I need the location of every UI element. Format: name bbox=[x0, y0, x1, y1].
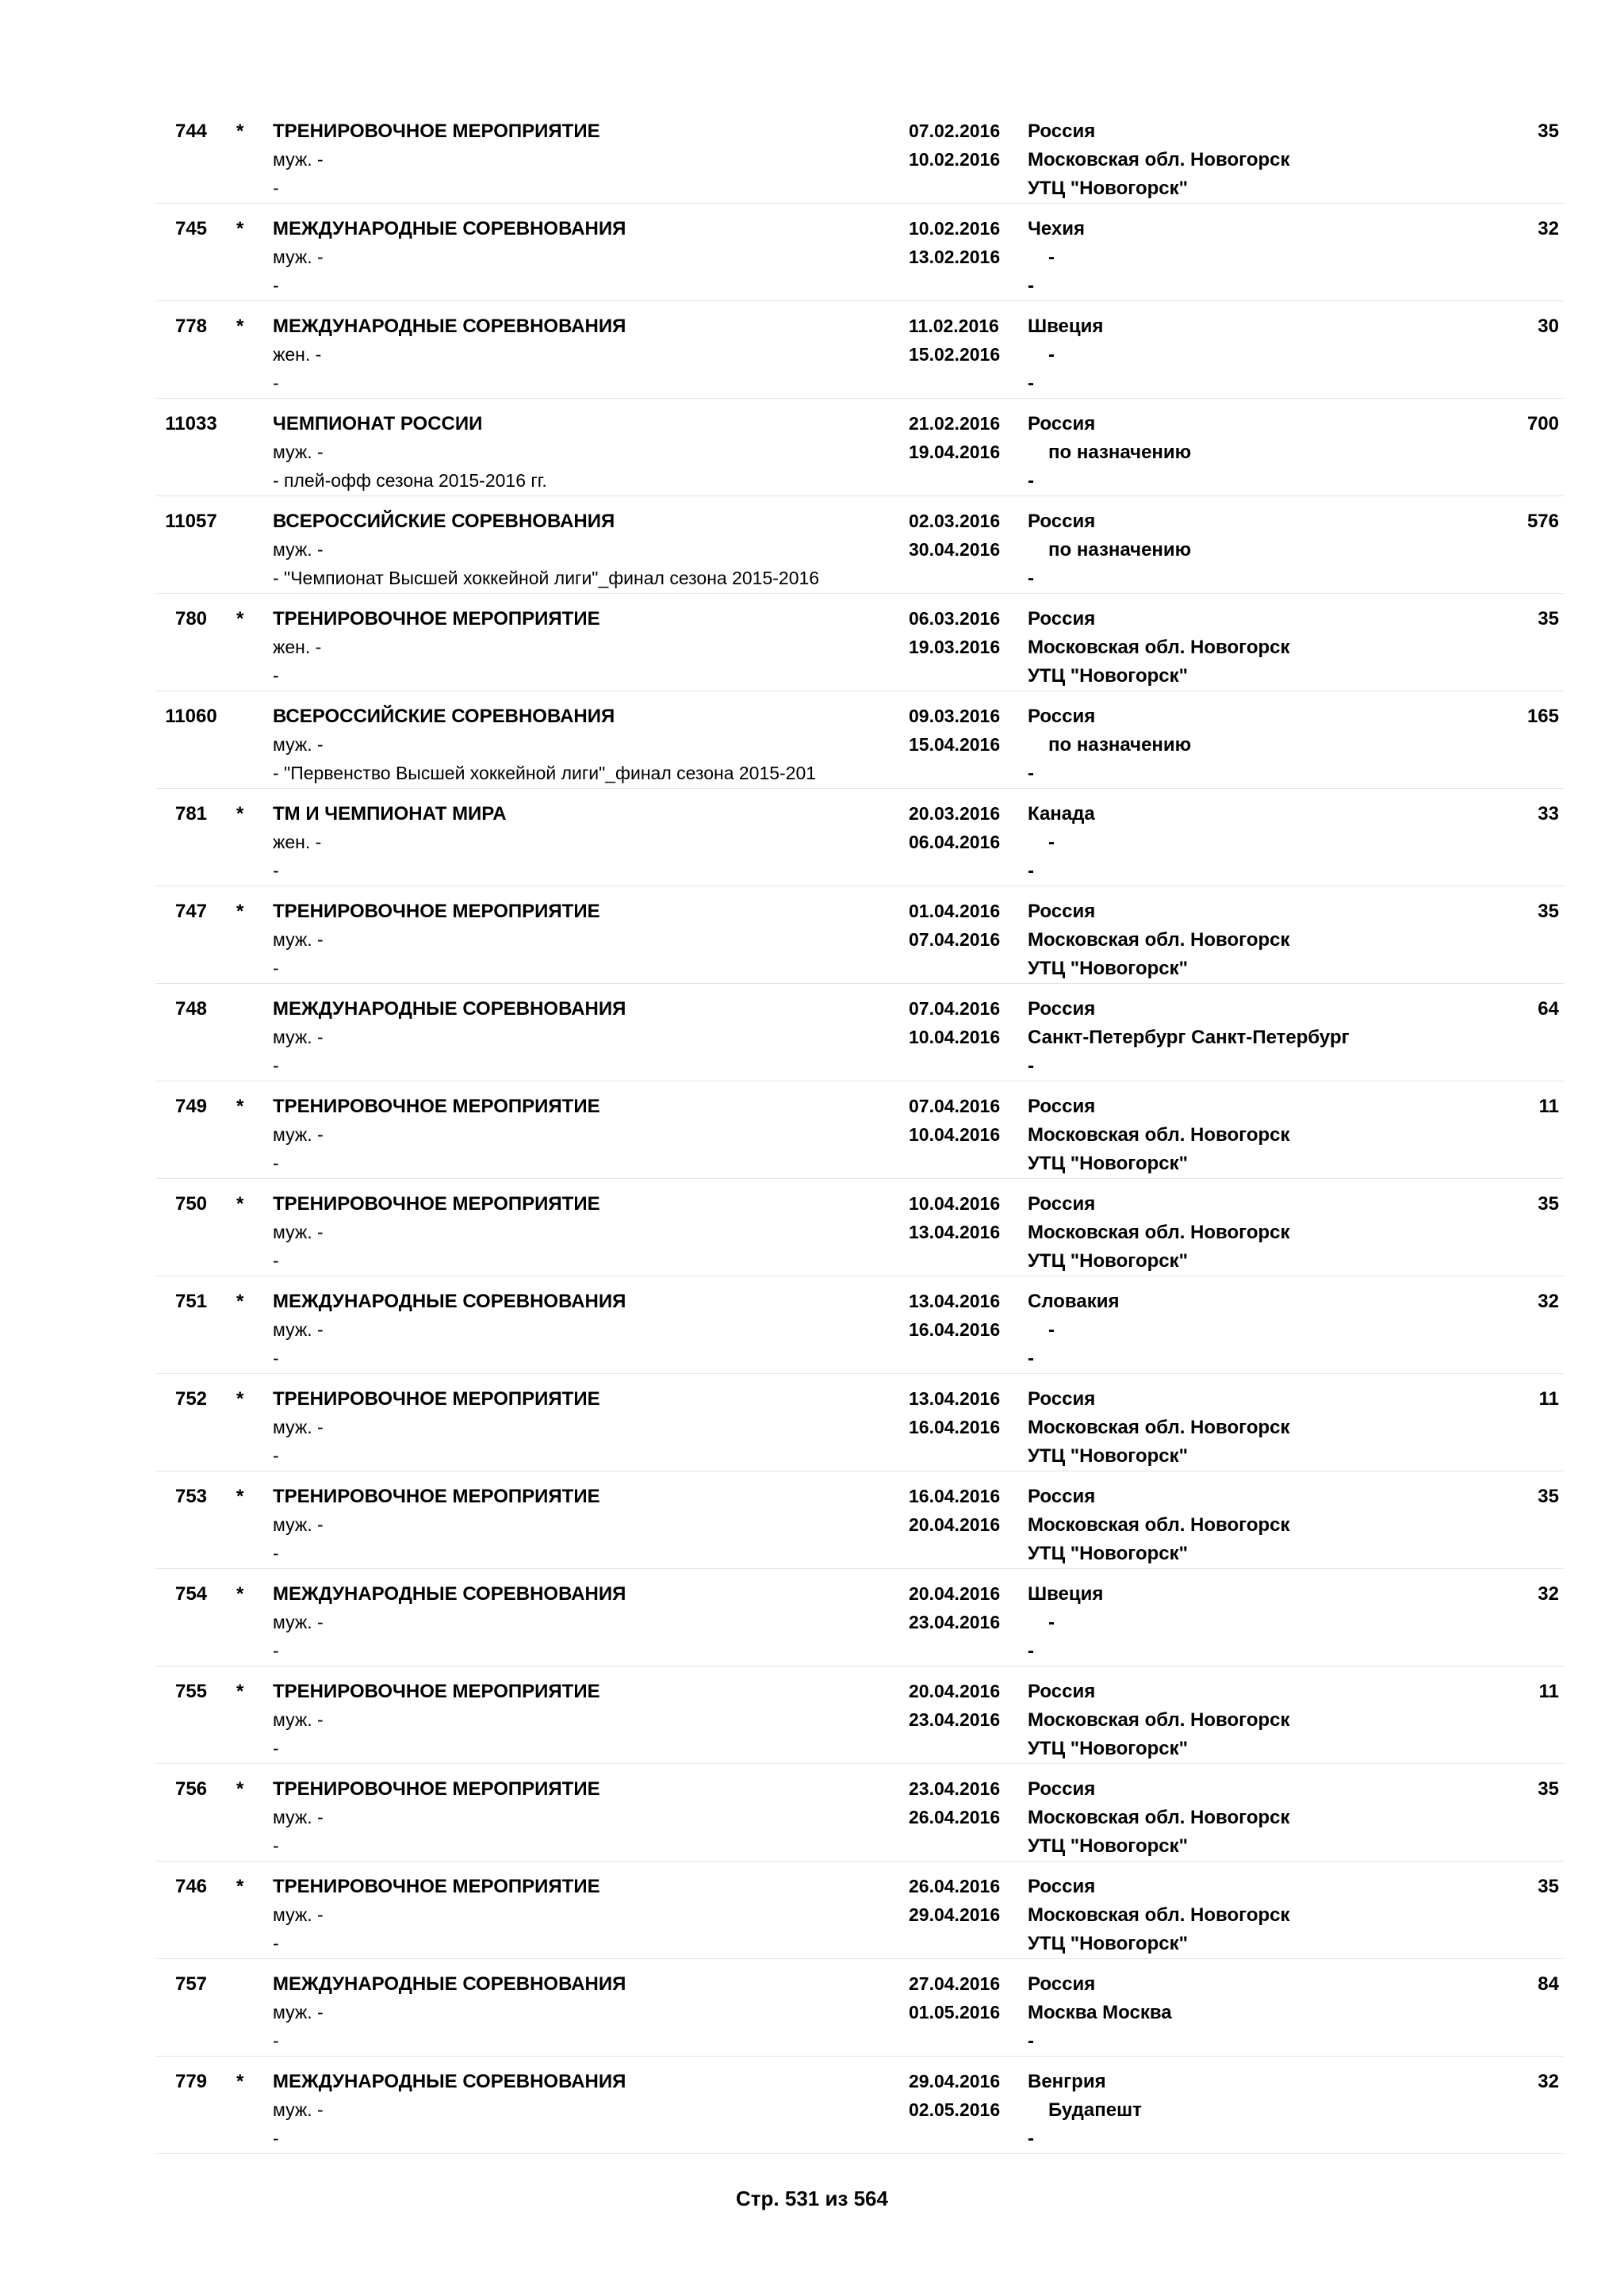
table-row bbox=[155, 496, 1564, 594]
event-title: ТРЕНИРОВОЧНОЕ МЕРОПРИЯТИЕ bbox=[273, 1681, 600, 1702]
location-region: Московская обл. Новогорск bbox=[1028, 1904, 1290, 1926]
date-from: 07.04.2016 bbox=[909, 998, 1001, 1019]
star-marker: * bbox=[236, 1778, 244, 1800]
event-gender: муж. - bbox=[273, 1709, 324, 1730]
location-country: Россия bbox=[1028, 511, 1096, 532]
location-region: Московская обл. Новогорск bbox=[1028, 1709, 1290, 1731]
event-gender: жен. - bbox=[273, 832, 322, 852]
participants-count: 84 bbox=[1538, 1973, 1559, 1995]
location-venue: - bbox=[1028, 2128, 1034, 2149]
event-number: 745 bbox=[174, 218, 208, 239]
event-gender: муж. - bbox=[273, 2002, 324, 2022]
location-country: Россия bbox=[1028, 121, 1096, 142]
event-note: - bbox=[273, 2030, 279, 2051]
event-note: - bbox=[273, 665, 279, 686]
participants-count: 35 bbox=[1538, 608, 1559, 629]
date-from: 26.04.2016 bbox=[909, 1876, 1001, 1896]
location-country: Канада bbox=[1028, 803, 1095, 825]
event-note: - плей-офф сезона 2015-2016 гг. bbox=[273, 470, 547, 491]
participants-count: 11 bbox=[1538, 1681, 1559, 1702]
event-number: 749 bbox=[174, 1096, 208, 1117]
table-row bbox=[155, 106, 1564, 204]
page-number: Стр. 531 из 564 bbox=[736, 2187, 888, 2210]
event-title: МЕЖДУНАРОДНЫЕ СОРЕВНОВАНИЯ bbox=[273, 998, 626, 1020]
event-note: - bbox=[273, 1933, 279, 1954]
event-title: ТРЕНИРОВОЧНОЕ МЕРОПРИЯТИЕ bbox=[273, 1096, 600, 1117]
event-number: 748 bbox=[174, 998, 208, 1020]
event-number: 780 bbox=[174, 608, 208, 629]
date-to: 23.04.2016 bbox=[909, 1612, 1001, 1632]
event-gender: муж. - bbox=[273, 1417, 324, 1437]
location-region: - bbox=[1048, 1612, 1055, 1633]
table-row bbox=[155, 1276, 1564, 1374]
location-region: Московская обл. Новогорск bbox=[1028, 1222, 1290, 1243]
date-to: 02.05.2016 bbox=[909, 2099, 1001, 2120]
table-row bbox=[155, 984, 1564, 1081]
event-number: 755 bbox=[174, 1681, 208, 1702]
participants-count: 35 bbox=[1538, 121, 1559, 142]
event-number: 756 bbox=[174, 1778, 208, 1800]
event-number: 750 bbox=[174, 1193, 208, 1215]
date-from: 20.04.2016 bbox=[909, 1681, 1001, 1701]
event-note: - bbox=[273, 1153, 279, 1173]
table-row bbox=[155, 594, 1564, 691]
event-gender: муж. - bbox=[273, 1319, 324, 1340]
location-venue: - bbox=[1028, 373, 1034, 394]
date-from: 23.04.2016 bbox=[909, 1778, 1001, 1799]
event-title: ЧЕМПИОНАТ РОССИИ bbox=[273, 413, 483, 434]
participants-count: 32 bbox=[1538, 2071, 1559, 2092]
event-note: - "Первенство Высшей хоккейной лиги"_финал сезона 2015-201 bbox=[273, 763, 817, 783]
date-to: 20.04.2016 bbox=[909, 1514, 1001, 1535]
location-region: Московская обл. Новогорск bbox=[1028, 929, 1290, 951]
participants-count: 700 bbox=[1526, 413, 1559, 434]
event-note: - bbox=[273, 1640, 279, 1661]
star-marker: * bbox=[236, 901, 244, 922]
location-country: Чехия bbox=[1028, 218, 1085, 239]
location-region: - bbox=[1048, 247, 1055, 268]
participants-count: 64 bbox=[1538, 998, 1559, 1020]
event-gender: жен. - bbox=[273, 344, 322, 365]
location-country: Россия bbox=[1028, 1973, 1096, 1995]
location-country: Словакия bbox=[1028, 1291, 1120, 1312]
participants-count: 35 bbox=[1538, 1778, 1559, 1800]
location-region: Москва Москва bbox=[1028, 2002, 1172, 2023]
event-title: ТМ И ЧЕМПИОНАТ МИРА bbox=[273, 803, 507, 825]
location-region: - bbox=[1048, 344, 1055, 365]
location-country: Россия bbox=[1028, 608, 1096, 629]
participants-count: 11 bbox=[1538, 1388, 1559, 1410]
date-to: 10.02.2016 bbox=[909, 149, 1001, 170]
date-to: 13.04.2016 bbox=[909, 1222, 1001, 1242]
event-title: ТРЕНИРОВОЧНОЕ МЕРОПРИЯТИЕ bbox=[273, 901, 600, 922]
event-title: МЕЖДУНАРОДНЫЕ СОРЕВНОВАНИЯ bbox=[273, 316, 626, 337]
location-region: Московская обл. Новогорск bbox=[1028, 1417, 1290, 1438]
location-country: Россия bbox=[1028, 1388, 1096, 1410]
event-gender: муж. - bbox=[273, 1807, 324, 1827]
table-row bbox=[155, 399, 1564, 496]
star-marker: * bbox=[236, 1486, 244, 1507]
star-marker: * bbox=[236, 1681, 244, 1702]
event-note: - bbox=[273, 2128, 279, 2149]
table-row bbox=[155, 204, 1564, 301]
location-region: Московская обл. Новогорск bbox=[1028, 1514, 1290, 1536]
date-to: 01.05.2016 bbox=[909, 2002, 1001, 2022]
location-venue: УТЦ "Новогорск" bbox=[1028, 1933, 1188, 1954]
location-venue: УТЦ "Новогорск" bbox=[1028, 1445, 1188, 1467]
location-venue: УТЦ "Новогорск" bbox=[1028, 1153, 1188, 1174]
location-country: Россия bbox=[1028, 1193, 1096, 1215]
location-region: - bbox=[1048, 832, 1055, 853]
table-row bbox=[155, 1569, 1564, 1667]
participants-count: 35 bbox=[1538, 1876, 1559, 1897]
participants-count: 35 bbox=[1538, 1486, 1559, 1507]
event-gender: муж. - bbox=[273, 1612, 324, 1632]
star-marker: * bbox=[236, 2071, 244, 2092]
location-country: Швеция bbox=[1028, 316, 1104, 337]
table-row bbox=[155, 1179, 1564, 1276]
event-note: - bbox=[273, 178, 279, 198]
event-title: МЕЖДУНАРОДНЫЕ СОРЕВНОВАНИЯ bbox=[273, 1973, 626, 1995]
table-row bbox=[155, 789, 1564, 886]
event-note: - bbox=[273, 1348, 279, 1368]
location-country: Россия bbox=[1028, 706, 1096, 727]
star-marker: * bbox=[236, 316, 244, 337]
date-from: 16.04.2016 bbox=[909, 1486, 1001, 1506]
location-venue: УТЦ "Новогорск" bbox=[1028, 1835, 1188, 1857]
date-to: 30.04.2016 bbox=[909, 539, 1001, 560]
event-number: 757 bbox=[174, 1973, 208, 1995]
event-number: 753 bbox=[174, 1486, 208, 1507]
participants-count: 576 bbox=[1526, 511, 1559, 532]
event-number: 746 bbox=[174, 1876, 208, 1897]
location-region: Будапешт bbox=[1048, 2099, 1142, 2121]
location-venue: - bbox=[1028, 275, 1034, 297]
location-venue: - bbox=[1028, 1640, 1034, 1662]
event-gender: жен. - bbox=[273, 637, 322, 657]
location-country: Россия bbox=[1028, 998, 1096, 1020]
event-title: ТРЕНИРОВОЧНОЕ МЕРОПРИЯТИЕ bbox=[273, 1193, 600, 1215]
date-from: 27.04.2016 bbox=[909, 1973, 1001, 1994]
event-number: 11033 bbox=[165, 413, 217, 434]
location-country: Россия bbox=[1028, 901, 1096, 922]
location-country: Венгрия bbox=[1028, 2071, 1106, 2092]
location-venue: - bbox=[1028, 1055, 1034, 1077]
event-note: - bbox=[273, 1543, 279, 1563]
event-title: МЕЖДУНАРОДНЫЕ СОРЕВНОВАНИЯ bbox=[273, 218, 626, 239]
participants-count: 165 bbox=[1526, 706, 1559, 727]
location-region: по назначению bbox=[1048, 539, 1192, 561]
location-country: Россия bbox=[1028, 413, 1096, 434]
table-row bbox=[155, 301, 1564, 399]
location-region: Московская обл. Новогорск bbox=[1028, 1807, 1290, 1828]
location-venue: - bbox=[1028, 860, 1034, 882]
date-to: 10.04.2016 bbox=[909, 1124, 1001, 1145]
location-region: по назначению bbox=[1048, 442, 1192, 463]
location-country: Россия bbox=[1028, 1778, 1096, 1800]
event-gender: муж. - bbox=[273, 1124, 324, 1145]
star-marker: * bbox=[236, 803, 244, 825]
event-number: 752 bbox=[174, 1388, 208, 1410]
event-note: - bbox=[273, 958, 279, 978]
table-row bbox=[155, 1862, 1564, 1959]
event-title: ТРЕНИРОВОЧНОЕ МЕРОПРИЯТИЕ bbox=[273, 1486, 600, 1507]
event-number: 11057 bbox=[165, 511, 217, 532]
table-row bbox=[155, 2057, 1564, 2154]
location-region: Московская обл. Новогорск bbox=[1028, 1124, 1290, 1146]
location-region: - bbox=[1048, 1319, 1055, 1341]
participants-count: 11 bbox=[1538, 1096, 1559, 1117]
date-from: 07.04.2016 bbox=[909, 1096, 1001, 1116]
table-row bbox=[155, 1764, 1564, 1862]
event-title: ВСЕРОССИЙСКИЕ СОРЕВНОВАНИЯ bbox=[273, 511, 615, 532]
date-from: 06.03.2016 bbox=[909, 608, 1001, 629]
event-gender: муж. - bbox=[273, 1222, 324, 1242]
date-from: 20.04.2016 bbox=[909, 1583, 1001, 1604]
location-region: Московская обл. Новогорск bbox=[1028, 637, 1290, 658]
date-to: 19.04.2016 bbox=[909, 442, 1001, 462]
star-marker: * bbox=[236, 121, 244, 142]
location-venue: УТЦ "Новогорск" bbox=[1028, 1543, 1188, 1564]
location-venue: УТЦ "Новогорск" bbox=[1028, 665, 1188, 687]
event-note: - bbox=[273, 1445, 279, 1466]
participants-count: 33 bbox=[1538, 803, 1559, 825]
event-title: ТРЕНИРОВОЧНОЕ МЕРОПРИЯТИЕ bbox=[273, 1876, 600, 1897]
date-to: 19.03.2016 bbox=[909, 637, 1001, 657]
event-gender: муж. - bbox=[273, 1904, 324, 1925]
event-gender: муж. - bbox=[273, 734, 324, 755]
location-venue: УТЦ "Новогорск" bbox=[1028, 178, 1188, 199]
event-gender: муж. - bbox=[273, 247, 324, 267]
date-from: 07.02.2016 bbox=[909, 121, 1001, 141]
location-region: Санкт-Петербург Санкт-Петербург bbox=[1028, 1027, 1350, 1048]
event-gender: муж. - bbox=[273, 149, 324, 170]
event-title: ТРЕНИРОВОЧНОЕ МЕРОПРИЯТИЕ bbox=[273, 121, 600, 142]
location-venue: - bbox=[1028, 1348, 1034, 1369]
participants-count: 35 bbox=[1538, 1193, 1559, 1215]
participants-count: 32 bbox=[1538, 1291, 1559, 1312]
event-title: МЕЖДУНАРОДНЫЕ СОРЕВНОВАНИЯ bbox=[273, 1583, 626, 1605]
event-title: ТРЕНИРОВОЧНОЕ МЕРОПРИЯТИЕ bbox=[273, 608, 600, 629]
participants-count: 32 bbox=[1538, 1583, 1559, 1605]
star-marker: * bbox=[236, 1291, 244, 1312]
event-note: - bbox=[273, 1250, 279, 1271]
table-row bbox=[155, 1374, 1564, 1471]
event-gender: муж. - bbox=[273, 2099, 324, 2120]
event-gender: муж. - bbox=[273, 442, 324, 462]
date-to: 16.04.2016 bbox=[909, 1319, 1001, 1340]
event-title: МЕЖДУНАРОДНЫЕ СОРЕВНОВАНИЯ bbox=[273, 2071, 626, 2092]
event-title: МЕЖДУНАРОДНЫЕ СОРЕВНОВАНИЯ bbox=[273, 1291, 626, 1312]
star-marker: * bbox=[236, 1193, 244, 1215]
location-country: Россия bbox=[1028, 1096, 1096, 1117]
event-number: 11060 bbox=[165, 706, 217, 727]
location-region: Московская обл. Новогорск bbox=[1028, 149, 1290, 170]
date-to: 23.04.2016 bbox=[909, 1709, 1001, 1730]
participants-count: 30 bbox=[1538, 316, 1559, 337]
date-from: 10.04.2016 bbox=[909, 1193, 1001, 1214]
event-number: 747 bbox=[174, 901, 208, 922]
date-from: 20.03.2016 bbox=[909, 803, 1001, 824]
location-country: Россия bbox=[1028, 1876, 1096, 1897]
star-marker: * bbox=[236, 1876, 244, 1897]
table-row bbox=[155, 1471, 1564, 1569]
event-gender: муж. - bbox=[273, 1027, 324, 1047]
event-number: 778 bbox=[174, 316, 208, 337]
event-title: ТРЕНИРОВОЧНОЕ МЕРОПРИЯТИЕ bbox=[273, 1388, 600, 1410]
location-venue: - bbox=[1028, 470, 1034, 492]
event-number: 779 bbox=[174, 2071, 208, 2092]
star-marker: * bbox=[236, 1388, 244, 1410]
date-from: 09.03.2016 bbox=[909, 706, 1001, 726]
location-country: Россия bbox=[1028, 1681, 1096, 1702]
event-title: ТРЕНИРОВОЧНОЕ МЕРОПРИЯТИЕ bbox=[273, 1778, 600, 1800]
table-row bbox=[155, 1081, 1564, 1179]
events-table bbox=[155, 106, 1564, 2154]
event-note: - bbox=[273, 1835, 279, 1856]
date-to: 15.04.2016 bbox=[909, 734, 1001, 755]
date-to: 13.02.2016 bbox=[909, 247, 1001, 267]
location-venue: - bbox=[1028, 568, 1034, 589]
table-row bbox=[155, 1667, 1564, 1764]
event-note: - bbox=[273, 275, 279, 296]
event-note: - bbox=[273, 1055, 279, 1076]
star-marker: * bbox=[236, 1583, 244, 1605]
star-marker: * bbox=[236, 1096, 244, 1117]
participants-count: 35 bbox=[1538, 901, 1559, 922]
date-to: 07.04.2016 bbox=[909, 929, 1001, 950]
participants-count: 32 bbox=[1538, 218, 1559, 239]
location-venue: УТЦ "Новогорск" bbox=[1028, 1738, 1188, 1759]
star-marker: * bbox=[236, 608, 244, 629]
date-from: 11.02.2016 bbox=[909, 316, 999, 336]
table-row bbox=[155, 1959, 1564, 2057]
location-region: по назначению bbox=[1048, 734, 1192, 756]
date-from: 21.02.2016 bbox=[909, 413, 1001, 434]
location-country: Швеция bbox=[1028, 1583, 1104, 1605]
event-gender: муж. - bbox=[273, 929, 324, 950]
location-venue: УТЦ "Новогорск" bbox=[1028, 958, 1188, 979]
event-number: 754 bbox=[174, 1583, 208, 1605]
date-to: 15.02.2016 bbox=[909, 344, 1001, 365]
location-country: Россия bbox=[1028, 1486, 1096, 1507]
date-from: 13.04.2016 bbox=[909, 1388, 1001, 1409]
event-note: - bbox=[273, 1738, 279, 1758]
date-from: 02.03.2016 bbox=[909, 511, 1001, 531]
table-row bbox=[155, 691, 1564, 789]
event-title: ВСЕРОССИЙСКИЕ СОРЕВНОВАНИЯ bbox=[273, 706, 615, 727]
event-number: 744 bbox=[174, 121, 208, 142]
date-to: 16.04.2016 bbox=[909, 1417, 1001, 1437]
event-number: 751 bbox=[174, 1291, 208, 1312]
event-number: 781 bbox=[174, 803, 208, 825]
date-to: 10.04.2016 bbox=[909, 1027, 1001, 1047]
date-from: 10.02.2016 bbox=[909, 218, 1001, 239]
star-marker: * bbox=[236, 218, 244, 239]
location-venue: - bbox=[1028, 763, 1034, 784]
table-row bbox=[155, 886, 1564, 984]
date-from: 01.04.2016 bbox=[909, 901, 1001, 921]
event-note: - bbox=[273, 860, 279, 881]
date-to: 06.04.2016 bbox=[909, 832, 1001, 852]
event-gender: муж. - bbox=[273, 539, 324, 560]
date-to: 26.04.2016 bbox=[909, 1807, 1001, 1827]
event-note: - bbox=[273, 373, 279, 393]
location-venue: - bbox=[1028, 2030, 1034, 2052]
date-from: 29.04.2016 bbox=[909, 2071, 1001, 2091]
event-gender: муж. - bbox=[273, 1514, 324, 1535]
event-note: - "Чемпионат Высшей хоккейной лиги"_финал сезона 2015-2016 bbox=[273, 568, 820, 588]
date-to: 29.04.2016 bbox=[909, 1904, 1001, 1925]
date-from: 13.04.2016 bbox=[909, 1291, 1001, 1311]
location-venue: УТЦ "Новогорск" bbox=[1028, 1250, 1188, 1272]
